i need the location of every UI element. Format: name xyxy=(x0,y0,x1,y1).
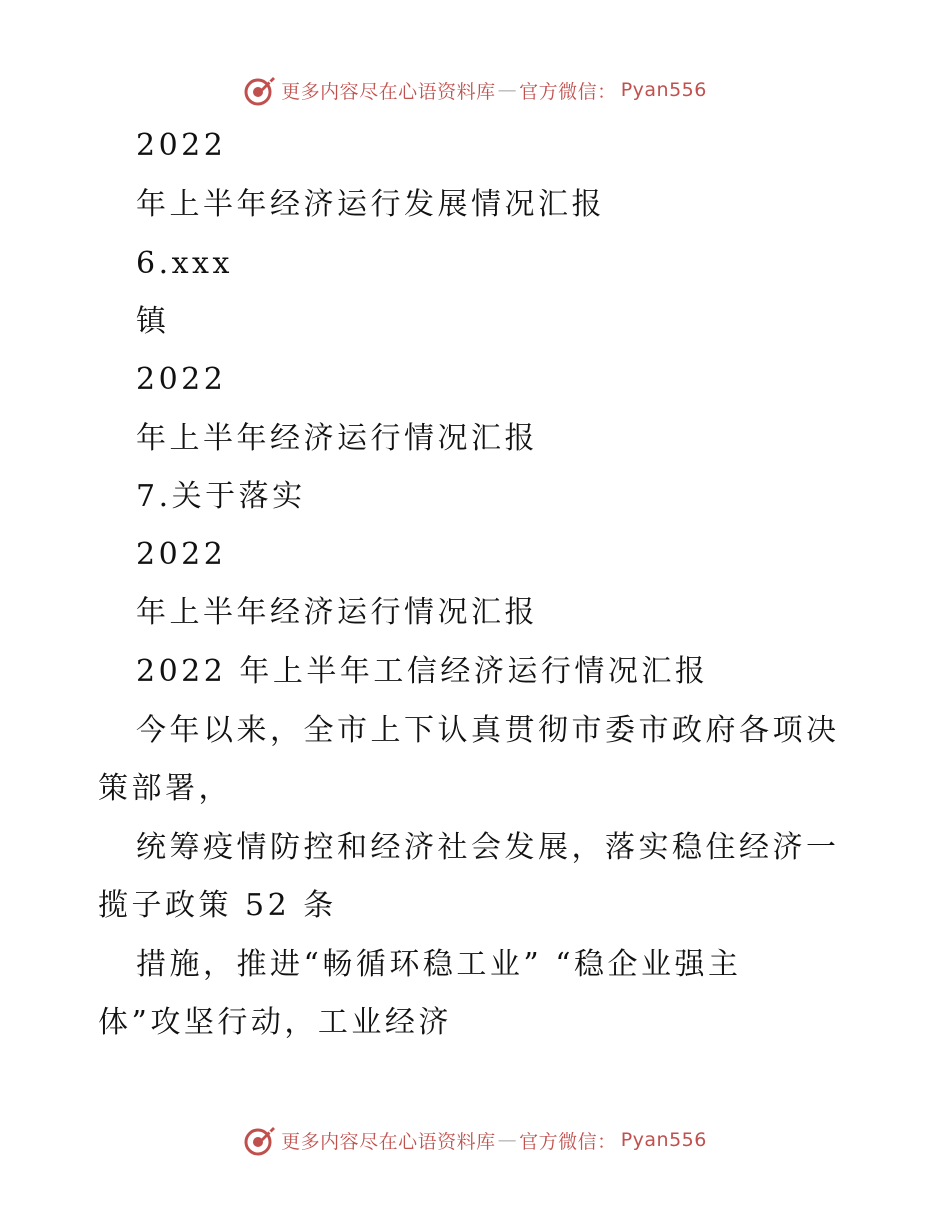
doc-line: 6.xxx xyxy=(136,246,233,281)
doc-line: 2022 年上半年工信经济运行情况汇报 xyxy=(136,654,709,689)
doc-line: 2022 xyxy=(136,128,227,163)
doc-line: 2022 xyxy=(136,537,227,572)
doc-line: 镇 xyxy=(136,304,170,339)
pen-logo-icon xyxy=(243,73,277,107)
doc-line: 年上半年经济运行发展情况汇报 xyxy=(136,187,605,222)
wechat-label: 官方微信： xyxy=(519,1130,617,1153)
wechat-id: Pyan556 xyxy=(620,1129,707,1151)
doc-line: 2022 xyxy=(136,362,227,397)
doc-line: 策部署， xyxy=(98,771,232,806)
doc-line: 今年以来，全市上下认真贯彻市委市政府各项决 xyxy=(136,713,840,748)
doc-line: 措施，推进“畅循环稳工业” “稳企业强主 xyxy=(136,947,742,982)
watermark-text: 更多内容尽在心语资料库 xyxy=(281,1130,496,1153)
doc-line: 统筹疫情防控和经济社会发展，落实稳住经济一 xyxy=(136,830,840,865)
watermark-header xyxy=(0,72,950,108)
watermark-footer xyxy=(0,1122,950,1158)
doc-line: 体”攻坚行动，工业经济 xyxy=(98,1005,452,1040)
doc-line: 年上半年经济运行情况汇报 xyxy=(136,421,538,456)
watermark-dash: — xyxy=(497,79,518,101)
wechat-label: 官方微信： xyxy=(519,80,617,103)
doc-line: 7.关于落实 xyxy=(136,479,306,514)
watermark-text: 更多内容尽在心语资料库 xyxy=(281,80,496,103)
doc-line: 揽子政策 52 条 xyxy=(98,888,337,923)
watermark-dash: — xyxy=(497,1129,518,1151)
doc-line: 年上半年经济运行情况汇报 xyxy=(136,595,538,630)
wechat-id: Pyan556 xyxy=(620,79,707,101)
pen-logo-icon xyxy=(243,1123,277,1157)
